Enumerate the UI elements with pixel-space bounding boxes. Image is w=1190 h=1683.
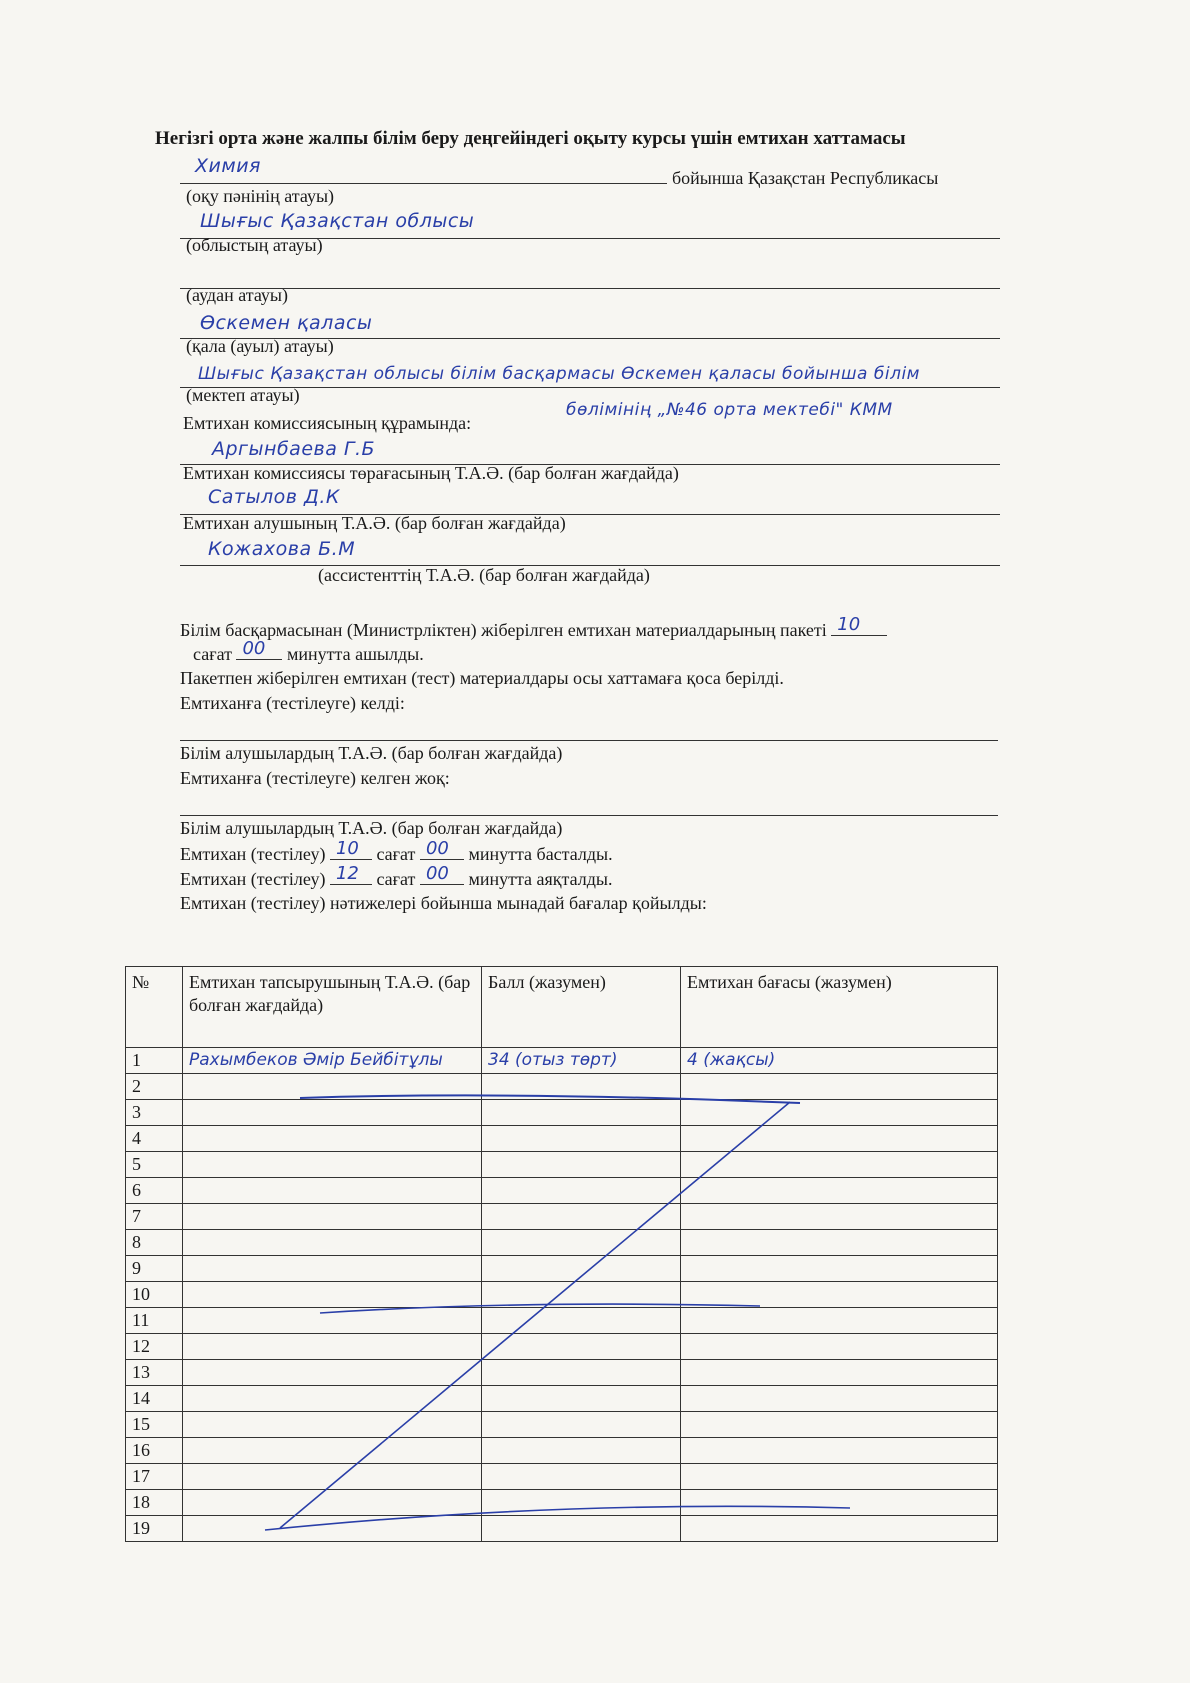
row-name bbox=[183, 1204, 482, 1230]
row-num: 4 bbox=[126, 1126, 183, 1152]
row-num: 1 bbox=[126, 1048, 183, 1074]
row-name bbox=[183, 1282, 482, 1308]
table-row bbox=[126, 1308, 998, 1334]
row-num: 2 bbox=[126, 1074, 183, 1100]
row-num: 16 bbox=[126, 1438, 183, 1464]
row-score bbox=[482, 1360, 681, 1386]
table-row bbox=[126, 1516, 998, 1542]
row-grade bbox=[681, 1204, 998, 1230]
row-grade bbox=[681, 1360, 998, 1386]
table-row bbox=[126, 1048, 998, 1074]
table-header-row bbox=[126, 967, 998, 1048]
absent-label: Емтиханға (тестілеуге) келген жоқ: bbox=[180, 768, 450, 788]
row-num: 6 bbox=[126, 1178, 183, 1204]
table-row bbox=[126, 1360, 998, 1386]
header-name: Емтихан тапсырушының Т.А.Ә. (бар болған жағдайда) bbox=[183, 967, 482, 1048]
subject-value: Химия bbox=[195, 155, 261, 177]
row-grade bbox=[681, 1516, 998, 1542]
row-name bbox=[183, 1438, 482, 1464]
row-num: 14 bbox=[126, 1386, 183, 1412]
package-minute-value: 00 bbox=[242, 638, 266, 659]
end-hour-blank bbox=[330, 863, 372, 885]
row-score bbox=[482, 1386, 681, 1412]
row-score bbox=[482, 1490, 681, 1516]
row-grade bbox=[681, 1178, 998, 1204]
row-name bbox=[183, 1360, 482, 1386]
row-score bbox=[482, 1230, 681, 1256]
row-name bbox=[183, 1100, 482, 1126]
start-hour-label: сағат bbox=[376, 844, 416, 864]
region-value: Шығыс Қазақстан облысы bbox=[200, 210, 475, 232]
table-row bbox=[126, 1334, 998, 1360]
package-attached: Пакетпен жіберілген емтихан (тест) материалдары осы хаттамаға қоса берілді. bbox=[180, 668, 784, 688]
row-name: Рахымбеков Әмір Бейбітұлы bbox=[183, 1048, 482, 1074]
row-name bbox=[183, 1178, 482, 1204]
row-grade: 4 (жақсы) bbox=[681, 1048, 998, 1074]
table-row bbox=[126, 1204, 998, 1230]
row-grade bbox=[681, 1412, 998, 1438]
row-name bbox=[183, 1386, 482, 1412]
row-num: 7 bbox=[126, 1204, 183, 1230]
package-time-line bbox=[193, 638, 424, 665]
package-minute-blank bbox=[236, 638, 282, 660]
row-score bbox=[482, 1334, 681, 1360]
row-score bbox=[482, 1516, 681, 1542]
examiner-value: Сатылов Д.К bbox=[208, 486, 340, 508]
start-prefix: Емтихан (тестілеу) bbox=[180, 844, 326, 864]
row-grade bbox=[681, 1308, 998, 1334]
present-label: Емтиханға (тестілеуге) келді: bbox=[180, 693, 405, 713]
row-score bbox=[482, 1074, 681, 1100]
assistant-caption: (ассистенттің Т.А.Ә. (бар болған жағдайда) bbox=[318, 565, 650, 585]
row-name bbox=[183, 1256, 482, 1282]
row-name bbox=[183, 1152, 482, 1178]
row-name bbox=[183, 1126, 482, 1152]
row-num: 19 bbox=[126, 1516, 183, 1542]
table-row bbox=[126, 1074, 998, 1100]
package-minute-label: минутта ашылды. bbox=[286, 644, 424, 664]
row-num: 18 bbox=[126, 1490, 183, 1516]
region-caption: (облыстың атауы) bbox=[186, 235, 323, 255]
end-suffix: минутта аяқталды. bbox=[468, 869, 613, 889]
row-score bbox=[482, 1152, 681, 1178]
table-row bbox=[126, 1464, 998, 1490]
row-grade bbox=[681, 1282, 998, 1308]
package-text bbox=[180, 614, 887, 641]
row-grade bbox=[681, 1152, 998, 1178]
row-grade bbox=[681, 1464, 998, 1490]
row-grade bbox=[681, 1256, 998, 1282]
row-name bbox=[183, 1308, 482, 1334]
package-hour-blank bbox=[831, 614, 887, 636]
table-row bbox=[126, 1282, 998, 1308]
start-minute-blank bbox=[420, 838, 464, 860]
row-name bbox=[183, 1516, 482, 1542]
row-name bbox=[183, 1490, 482, 1516]
row-score bbox=[482, 1412, 681, 1438]
row-name bbox=[183, 1412, 482, 1438]
row-num: 17 bbox=[126, 1464, 183, 1490]
row-score bbox=[482, 1100, 681, 1126]
row-score bbox=[482, 1204, 681, 1230]
row-num: 13 bbox=[126, 1360, 183, 1386]
row-name bbox=[183, 1334, 482, 1360]
row-score bbox=[482, 1308, 681, 1334]
row-score: 34 (отыз төрт) bbox=[482, 1048, 681, 1074]
row-num: 5 bbox=[126, 1152, 183, 1178]
city-value: Өскемен қаласы bbox=[200, 312, 373, 334]
row-grade bbox=[681, 1334, 998, 1360]
absent-line bbox=[180, 815, 998, 816]
chair-caption: Емтихан комиссиясы төрағасының Т.А.Ә. (бар болған жағдайда) bbox=[183, 463, 679, 483]
results-intro: Емтихан (тестілеу) нәтижелері бойынша мынадай бағалар қойылды: bbox=[180, 893, 707, 913]
end-hour-label: сағат bbox=[376, 869, 416, 889]
examiner-caption: Емтихан алушының Т.А.Ә. (бар болған жағдайда) bbox=[183, 513, 566, 533]
start-minute-value: 00 bbox=[425, 838, 449, 859]
row-num: 3 bbox=[126, 1100, 183, 1126]
present-caption: Білім алушылардың Т.А.Ә. (бар болған жағдайда) bbox=[180, 743, 563, 763]
row-score bbox=[482, 1438, 681, 1464]
end-minute-blank bbox=[420, 863, 464, 885]
document-title: Негізгі орта және жалпы білім беру деңгейіндегі оқыту курсы үшін емтихан хаттамасы bbox=[155, 128, 906, 149]
row-grade bbox=[681, 1386, 998, 1412]
results-table bbox=[125, 966, 998, 1542]
present-line bbox=[180, 740, 998, 741]
start-suffix: минутта басталды. bbox=[468, 844, 613, 864]
table-row bbox=[126, 1438, 998, 1464]
school-value-line2: бөлімінің „№46 орта мектебі" КММ bbox=[566, 400, 893, 420]
package-hour-value: 10 bbox=[837, 614, 861, 635]
subject-suffix: бойынша Қазақстан Республикасы bbox=[672, 168, 939, 188]
header-grade: Емтихан бағасы (жазумен) bbox=[681, 967, 998, 1048]
end-hour-value: 12 bbox=[335, 863, 359, 884]
absent-caption: Білім алушылардың Т.А.Ә. (бар болған жағдайда) bbox=[180, 818, 563, 838]
row-num: 12 bbox=[126, 1334, 183, 1360]
row-score bbox=[482, 1126, 681, 1152]
district-caption: (аудан атауы) bbox=[186, 285, 288, 305]
school-line bbox=[180, 387, 1000, 388]
table-row bbox=[126, 1256, 998, 1282]
start-hour-blank bbox=[330, 838, 372, 860]
end-prefix: Емтихан (тестілеу) bbox=[180, 869, 326, 889]
subject-caption: (оқу пәнінің атауы) bbox=[186, 186, 335, 206]
package-hour-label: сағат bbox=[193, 644, 232, 664]
row-score bbox=[482, 1282, 681, 1308]
row-name bbox=[183, 1464, 482, 1490]
package-text-before: Білім басқармасынан (Министрліктен) жіберілген емтихан материалдарының пакеті bbox=[180, 620, 827, 640]
table-row bbox=[126, 1126, 998, 1152]
start-hour-value: 10 bbox=[335, 838, 359, 859]
table-row bbox=[126, 1490, 998, 1516]
row-grade bbox=[681, 1230, 998, 1256]
row-num: 9 bbox=[126, 1256, 183, 1282]
city-caption: (қала (ауыл) атауы) bbox=[186, 336, 334, 356]
assistant-value: Кожахова Б.М bbox=[208, 538, 356, 560]
row-grade bbox=[681, 1126, 998, 1152]
row-score bbox=[482, 1464, 681, 1490]
table-row bbox=[126, 1152, 998, 1178]
table-row bbox=[126, 1100, 998, 1126]
row-name bbox=[183, 1074, 482, 1100]
row-grade bbox=[681, 1438, 998, 1464]
row-score bbox=[482, 1178, 681, 1204]
row-num: 8 bbox=[126, 1230, 183, 1256]
row-name bbox=[183, 1230, 482, 1256]
chair-value: Аргынбаева Г.Б bbox=[212, 438, 376, 460]
table-row bbox=[126, 1412, 998, 1438]
subject-line bbox=[180, 183, 667, 184]
end-time-line bbox=[180, 863, 613, 890]
school-caption: (мектеп атауы) bbox=[186, 385, 300, 405]
header-num: № bbox=[126, 967, 183, 1048]
table-row bbox=[126, 1178, 998, 1204]
row-grade bbox=[681, 1100, 998, 1126]
table-row bbox=[126, 1230, 998, 1256]
table-row bbox=[126, 1386, 998, 1412]
row-num: 10 bbox=[126, 1282, 183, 1308]
district-line bbox=[180, 288, 1000, 289]
school-value-line1: Шығыс Қазақстан облысы білім басқармасы Өскемен қаласы бойынша білім bbox=[198, 364, 921, 384]
row-grade bbox=[681, 1490, 998, 1516]
row-score bbox=[482, 1256, 681, 1282]
row-num: 15 bbox=[126, 1412, 183, 1438]
start-time-line bbox=[180, 838, 613, 865]
end-minute-value: 00 bbox=[425, 863, 449, 884]
commission-intro: Емтихан комиссиясының құрамында: bbox=[183, 413, 472, 433]
header-score: Балл (жазумен) bbox=[482, 967, 681, 1048]
row-grade bbox=[681, 1074, 998, 1100]
row-num: 11 bbox=[126, 1308, 183, 1334]
